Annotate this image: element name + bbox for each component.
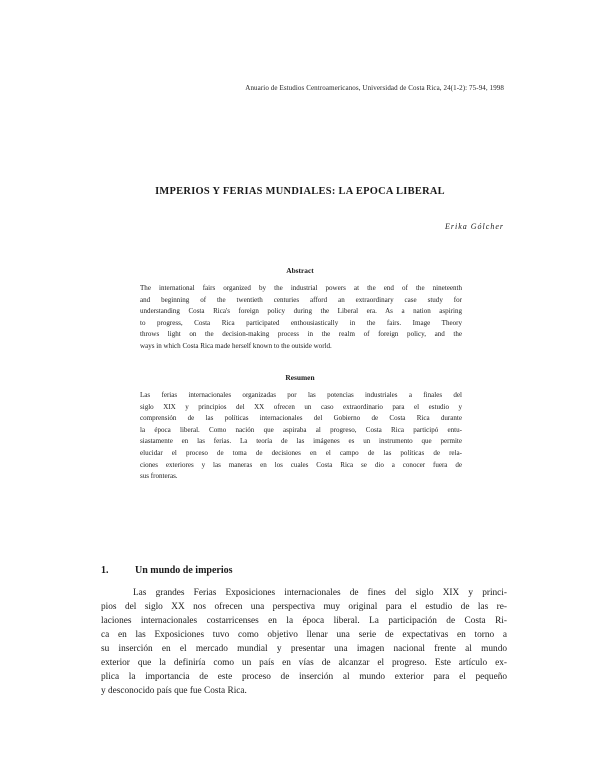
resumen-line: siglo XIX y principios del XX ofrecen un caso extraordinario para el estudio y	[140, 402, 462, 411]
resumen-line: elucidar el proceso de toma de decisiones en el campo de las políticas de rela-	[140, 448, 462, 457]
resumen-heading: Resumen	[285, 373, 315, 382]
resumen-line: sus fronteras.	[140, 472, 178, 481]
section-title: Un mundo de imperios	[135, 565, 233, 576]
body-line: laciones internacionales costarricenses en la época liberal. La participación de Costa Ri-	[101, 616, 507, 626]
article-author: Erika Gólcher	[445, 222, 504, 231]
resumen-line: la época liberal. Como nación que aspiraba al progreso, Costa Rica participó entu-	[140, 425, 462, 434]
abstract-line: The international fairs organized by the industrial powers at the end of the nineteenth	[140, 284, 462, 292]
abstract-line: to progress, Costa Rica participated enthousiastically in the fairs. Image Theory	[140, 318, 462, 327]
resumen-line: Las ferias internacionales organizadas por las potencias industriales a finales del	[140, 391, 462, 399]
body-line: su inserción en el mercado mundial y presentar una imagen nacional frente al mundo	[101, 644, 507, 654]
abstract-body	[140, 283, 462, 353]
body-line: exterior que la definiría como un país en vías de alcanzar el progreso. Este artículo ex-	[101, 658, 507, 668]
resumen-line: ciones exteriores y las maneras en los cuales Costa Rica se dio a conocer fuera de	[140, 460, 462, 469]
abstract-line: ways in which Costa Rica made herself known to the outside world.	[140, 341, 332, 350]
abstract-line: understanding Costa Rica's foreign policy during the Liberal era. As a nation aspiring	[140, 307, 462, 316]
body-line: ca en las Exposiciones tuvo como objetivo llenar una serie de expectativas en torno a	[101, 630, 507, 640]
body-line: plica la importancia de este proceso de inserción al mundo exterior para el pequeño	[101, 672, 507, 682]
article-title: IMPERIOS Y FERIAS MUNDIALES: LA EPOCA LIBERAL	[155, 186, 445, 197]
resumen-line: siastamente en las ferias. La teoría de las imágenes es un instrumento que permite	[140, 437, 462, 446]
section-number: 1.	[101, 565, 109, 576]
body-line: y desconocido país que fue Costa Rica.	[101, 686, 247, 696]
section-heading	[101, 565, 233, 576]
body-line: Las grandes Ferias Exposiciones internacionales de fines del siglo XIX y princi-	[133, 588, 507, 598]
section-body	[101, 586, 507, 698]
abstract-line: throws light on the decision-making process in the realm of foreign policy, and the	[140, 330, 462, 339]
journal-citation: Anuario de Estudios Centroamericanos, Universidad de Costa Rica, 24(1-2): 75-94, 1998	[245, 84, 504, 92]
abstract-heading: Abstract	[286, 266, 314, 275]
abstract-line: and beginning of the twentieth centuries afford an extraordinary case study for	[140, 295, 462, 304]
body-line: pios del siglo XX nos ofrecen una perspectiva muy original para el estudio de las re-	[101, 602, 507, 612]
resumen-line: comprensión de las políticas internacionales del Gobierno de Costa Rica durante	[140, 414, 462, 423]
resumen-body	[140, 390, 462, 483]
